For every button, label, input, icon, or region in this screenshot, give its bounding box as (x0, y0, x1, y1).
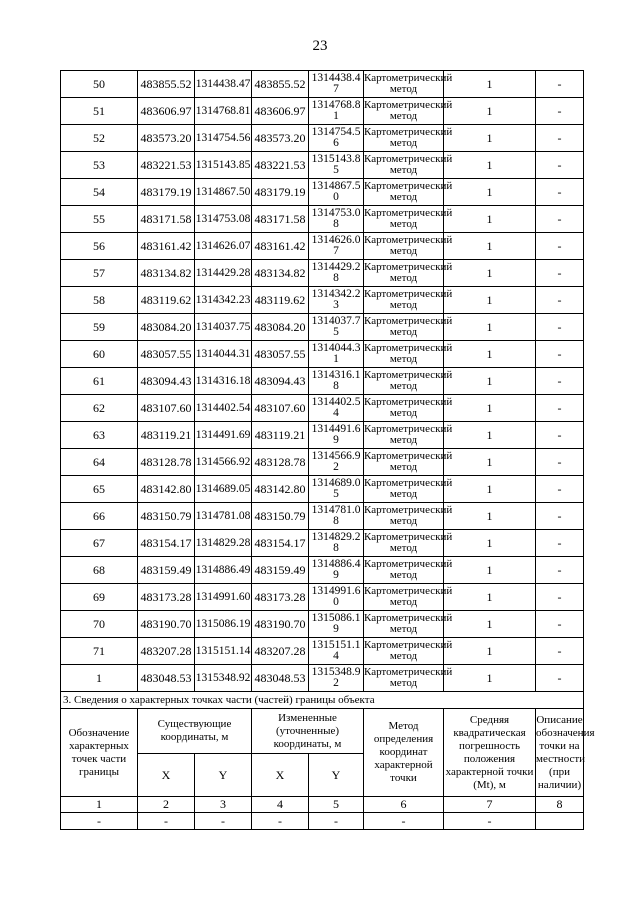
method-cell: Картометрический метод (364, 638, 444, 665)
point-number-cell: 53 (61, 152, 138, 179)
x-changed-cell: 483221.53 (252, 152, 309, 179)
x-existing-cell: 483107.60 (138, 395, 195, 422)
table-row (61, 287, 584, 314)
error-cell: 1 (444, 665, 536, 692)
x-existing-cell: 483171.58 (138, 206, 195, 233)
y-changed-cell: 1314037.75 (309, 314, 364, 341)
x-existing-cell: 483855.52 (138, 71, 195, 98)
x-changed-cell: 483150.79 (252, 503, 309, 530)
y-existing-cell: 1314781.08 (195, 503, 252, 530)
description-cell: - (536, 449, 584, 476)
error-cell: 1 (444, 71, 536, 98)
x-changed-cell: 483573.20 (252, 125, 309, 152)
description-cell: - (536, 233, 584, 260)
description-cell: - (536, 530, 584, 557)
y-existing-cell: 1314044.31 (195, 341, 252, 368)
error-cell: 1 (444, 179, 536, 206)
x-changed-cell: 483207.28 (252, 638, 309, 665)
table-row (61, 206, 584, 233)
column-number-cell: 3 (195, 797, 252, 813)
x-changed-cell: 483134.82 (252, 260, 309, 287)
method-cell: Картометрический метод (364, 71, 444, 98)
method-cell: Картометрический метод (364, 557, 444, 584)
column-number-cell: 5 (309, 797, 364, 813)
error-cell: 1 (444, 557, 536, 584)
point-number-cell: 63 (61, 422, 138, 449)
method-cell: Картометрический метод (364, 395, 444, 422)
error-cell: 1 (444, 395, 536, 422)
table-row (61, 503, 584, 530)
x-changed-cell: 483057.55 (252, 341, 309, 368)
x-changed-cell: 483128.78 (252, 449, 309, 476)
method-cell: Картометрический метод (364, 368, 444, 395)
x-existing-cell: 483134.82 (138, 260, 195, 287)
method-cell: Картометрический метод (364, 314, 444, 341)
method-cell: Картометрический метод (364, 287, 444, 314)
table-row (61, 71, 584, 98)
description-cell: - (536, 287, 584, 314)
y-changed-cell: 1315348.92 (309, 665, 364, 692)
error-cell: 1 (444, 530, 536, 557)
x-existing-cell: 483142.80 (138, 476, 195, 503)
point-number-cell: 71 (61, 638, 138, 665)
empty-cell: - (252, 813, 309, 830)
data-rows (61, 71, 584, 692)
error-cell: 1 (444, 422, 536, 449)
page-number: 23 (312, 38, 328, 54)
header-error: Средняя квадратическая погрешность положения характерной точки (Mt), м (444, 709, 536, 797)
x-changed-cell: 483159.49 (252, 557, 309, 584)
x-changed-cell: 483048.53 (252, 665, 309, 692)
point-number-cell: 52 (61, 125, 138, 152)
x-existing-cell: 483154.17 (138, 530, 195, 557)
x-existing-cell: 483094.43 (138, 368, 195, 395)
error-cell: 1 (444, 233, 536, 260)
y-changed-cell: 1314829.28 (309, 530, 364, 557)
x-existing-cell: 483057.55 (138, 341, 195, 368)
x-existing-cell: 483573.20 (138, 125, 195, 152)
y-changed-cell: 1314886.49 (309, 557, 364, 584)
y-changed-cell: 1314044.31 (309, 341, 364, 368)
point-number-cell: 56 (61, 233, 138, 260)
error-cell: 1 (444, 125, 536, 152)
section-3 (61, 692, 595, 830)
method-cell: Картометрический метод (364, 125, 444, 152)
description-cell: - (536, 260, 584, 287)
method-cell: Картометрический метод (364, 233, 444, 260)
error-cell: 1 (444, 611, 536, 638)
y-existing-cell: 1314626.07 (195, 233, 252, 260)
description-cell: - (536, 206, 584, 233)
table-row (61, 179, 584, 206)
x-changed-cell: 483190.70 (252, 611, 309, 638)
y-changed-cell: 1315151.14 (309, 638, 364, 665)
x-changed-cell: 483094.43 (252, 368, 309, 395)
header-changed-coords: Измененные (уточненные) координаты, м (252, 709, 364, 754)
error-cell: 1 (444, 314, 536, 341)
y-changed-cell: 1314438.47 (309, 71, 364, 98)
table-row (61, 611, 584, 638)
header-x-existing: X (138, 754, 195, 797)
description-cell: - (536, 152, 584, 179)
y-changed-cell: 1314429.28 (309, 260, 364, 287)
empty-cell: - (61, 813, 138, 830)
x-changed-cell: 483107.60 (252, 395, 309, 422)
description-cell: - (536, 71, 584, 98)
y-changed-cell: 1315143.85 (309, 152, 364, 179)
table-row (61, 665, 584, 692)
y-changed-cell: 1314626.07 (309, 233, 364, 260)
column-numbers-row (61, 797, 584, 813)
table-row (61, 260, 584, 287)
table-row (61, 638, 584, 665)
column-number-cell: 4 (252, 797, 309, 813)
x-existing-cell: 483048.53 (138, 665, 195, 692)
point-number-cell: 66 (61, 503, 138, 530)
y-existing-cell: 1315143.85 (195, 152, 252, 179)
x-changed-cell: 483119.21 (252, 422, 309, 449)
column-number-cell: 7 (444, 797, 536, 813)
empty-cell: - (309, 813, 364, 830)
description-cell: - (536, 476, 584, 503)
error-cell: 1 (444, 341, 536, 368)
error-cell: 1 (444, 287, 536, 314)
y-existing-cell: 1314867.50 (195, 179, 252, 206)
description-cell: - (536, 557, 584, 584)
method-cell: Картометрический метод (364, 611, 444, 638)
x-changed-cell: 483855.52 (252, 71, 309, 98)
x-existing-cell: 483128.78 (138, 449, 195, 476)
method-cell: Картометрический метод (364, 152, 444, 179)
table-row (61, 233, 584, 260)
x-changed-cell: 483171.58 (252, 206, 309, 233)
error-cell: 1 (444, 503, 536, 530)
point-number-cell: 60 (61, 341, 138, 368)
y-existing-cell: 1315151.14 (195, 638, 252, 665)
description-cell: - (536, 125, 584, 152)
coordinates-table (60, 70, 595, 830)
y-changed-cell: 1314566.92 (309, 449, 364, 476)
y-existing-cell: 1315348.92 (195, 665, 252, 692)
x-existing-cell: 483190.70 (138, 611, 195, 638)
point-number-cell: 70 (61, 611, 138, 638)
y-existing-cell: 1314037.75 (195, 314, 252, 341)
x-changed-cell: 483606.97 (252, 98, 309, 125)
y-existing-cell: 1314429.28 (195, 260, 252, 287)
method-cell: Картометрический метод (364, 530, 444, 557)
method-cell: Картометрический метод (364, 476, 444, 503)
y-existing-cell: 1314316.18 (195, 368, 252, 395)
y-changed-cell: 1315086.19 (309, 611, 364, 638)
column-number-cell: 6 (364, 797, 444, 813)
table-row (61, 152, 584, 179)
y-existing-cell: 1314991.60 (195, 584, 252, 611)
point-number-cell: 68 (61, 557, 138, 584)
empty-cell: - (138, 813, 195, 830)
table-row (61, 368, 584, 395)
method-cell: Картометрический метод (364, 449, 444, 476)
x-existing-cell: 483179.19 (138, 179, 195, 206)
y-changed-cell: 1314689.05 (309, 476, 364, 503)
y-changed-cell: 1314342.23 (309, 287, 364, 314)
point-number-cell: 61 (61, 368, 138, 395)
x-existing-cell: 483119.62 (138, 287, 195, 314)
point-number-cell: 51 (61, 98, 138, 125)
header-x-changed: X (252, 754, 309, 797)
method-cell: Картометрический метод (364, 422, 444, 449)
header-method: Метод определения координат характерной точки (364, 709, 444, 797)
method-cell: Картометрический метод (364, 584, 444, 611)
x-changed-cell: 483142.80 (252, 476, 309, 503)
error-cell: 1 (444, 260, 536, 287)
table-row (61, 584, 584, 611)
x-changed-cell: 483084.20 (252, 314, 309, 341)
description-cell: - (536, 665, 584, 692)
x-existing-cell: 483161.42 (138, 233, 195, 260)
description-cell: - (536, 179, 584, 206)
table-row (61, 314, 584, 341)
method-cell: Картометрический метод (364, 341, 444, 368)
table-row (61, 530, 584, 557)
point-number-cell: 64 (61, 449, 138, 476)
empty-cell: - (444, 813, 536, 830)
x-changed-cell: 483119.62 (252, 287, 309, 314)
error-cell: 1 (444, 152, 536, 179)
header-existing-coords: Существующие координаты, м (138, 709, 252, 754)
table-row (61, 476, 584, 503)
y-changed-cell: 1314402.54 (309, 395, 364, 422)
x-existing-cell: 483606.97 (138, 98, 195, 125)
y-changed-cell: 1314768.81 (309, 98, 364, 125)
y-existing-cell: 1314829.28 (195, 530, 252, 557)
error-cell: 1 (444, 638, 536, 665)
x-existing-cell: 483119.21 (138, 422, 195, 449)
description-cell: - (536, 395, 584, 422)
point-number-cell: 50 (61, 71, 138, 98)
point-number-cell: 57 (61, 260, 138, 287)
y-existing-cell: 1314566.92 (195, 449, 252, 476)
y-existing-cell: 1314886.49 (195, 557, 252, 584)
y-changed-cell: 1314491.69 (309, 422, 364, 449)
method-cell: Картометрический метод (364, 179, 444, 206)
x-changed-cell: 483154.17 (252, 530, 309, 557)
error-cell: 1 (444, 98, 536, 125)
header-y-changed: Y (309, 754, 364, 797)
empty-cell: - (364, 813, 444, 830)
method-cell: Картометрический метод (364, 260, 444, 287)
description-cell: - (536, 422, 584, 449)
x-changed-cell: 483161.42 (252, 233, 309, 260)
table-row (61, 557, 584, 584)
y-existing-cell: 1315086.19 (195, 611, 252, 638)
y-changed-cell: 1314867.50 (309, 179, 364, 206)
column-number-cell: 2 (138, 797, 195, 813)
x-existing-cell: 483084.20 (138, 314, 195, 341)
y-changed-cell: 1314754.56 (309, 125, 364, 152)
description-cell: - (536, 584, 584, 611)
y-existing-cell: 1314753.08 (195, 206, 252, 233)
description-cell: - (536, 611, 584, 638)
y-existing-cell: 1314342.23 (195, 287, 252, 314)
x-existing-cell: 483173.28 (138, 584, 195, 611)
point-number-cell: 55 (61, 206, 138, 233)
table-row (61, 422, 584, 449)
description-cell: - (536, 638, 584, 665)
header-y-existing: Y (195, 754, 252, 797)
error-cell: 1 (444, 584, 536, 611)
description-cell: - (536, 503, 584, 530)
table-row (61, 98, 584, 125)
column-number-cell: 1 (61, 797, 138, 813)
table-row (61, 449, 584, 476)
header-description: Описание обозначения точки на местности (при наличии) (536, 709, 584, 797)
empty-data-row (61, 813, 584, 830)
description-cell: - (536, 314, 584, 341)
method-cell: Картометрический метод (364, 98, 444, 125)
method-cell: Картометрический метод (364, 503, 444, 530)
empty-cell (536, 813, 584, 830)
description-cell: - (536, 98, 584, 125)
x-existing-cell: 483207.28 (138, 638, 195, 665)
method-cell: Картометрический метод (364, 206, 444, 233)
description-cell: - (536, 341, 584, 368)
point-number-cell: 54 (61, 179, 138, 206)
header-point: Обозначение характерных точек части границы (61, 709, 138, 797)
error-cell: 1 (444, 449, 536, 476)
column-number-cell: 8 (536, 797, 584, 813)
y-existing-cell: 1314689.05 (195, 476, 252, 503)
y-changed-cell: 1314991.60 (309, 584, 364, 611)
y-changed-cell: 1314316.18 (309, 368, 364, 395)
point-number-cell: 59 (61, 314, 138, 341)
y-changed-cell: 1314753.08 (309, 206, 364, 233)
method-cell: Картометрический метод (364, 665, 444, 692)
y-existing-cell: 1314491.69 (195, 422, 252, 449)
x-existing-cell: 483150.79 (138, 503, 195, 530)
point-number-cell: 67 (61, 530, 138, 557)
x-existing-cell: 483221.53 (138, 152, 195, 179)
section-3-title: 3. Сведения о характерных точках части (частей) границы объекта (61, 692, 584, 709)
y-existing-cell: 1314768.81 (195, 98, 252, 125)
point-number-cell: 62 (61, 395, 138, 422)
y-changed-cell: 1314781.08 (309, 503, 364, 530)
table-row (61, 395, 584, 422)
x-changed-cell: 483173.28 (252, 584, 309, 611)
empty-cell: - (195, 813, 252, 830)
point-number-cell: 69 (61, 584, 138, 611)
description-cell: - (536, 368, 584, 395)
error-cell: 1 (444, 476, 536, 503)
point-number-cell: 1 (61, 665, 138, 692)
point-number-cell: 58 (61, 287, 138, 314)
y-existing-cell: 1314438.47 (195, 71, 252, 98)
y-existing-cell: 1314402.54 (195, 395, 252, 422)
x-existing-cell: 483159.49 (138, 557, 195, 584)
error-cell: 1 (444, 368, 536, 395)
table-row (61, 341, 584, 368)
y-existing-cell: 1314754.56 (195, 125, 252, 152)
table-row (61, 125, 584, 152)
x-changed-cell: 483179.19 (252, 179, 309, 206)
error-cell: 1 (444, 206, 536, 233)
point-number-cell: 65 (61, 476, 138, 503)
